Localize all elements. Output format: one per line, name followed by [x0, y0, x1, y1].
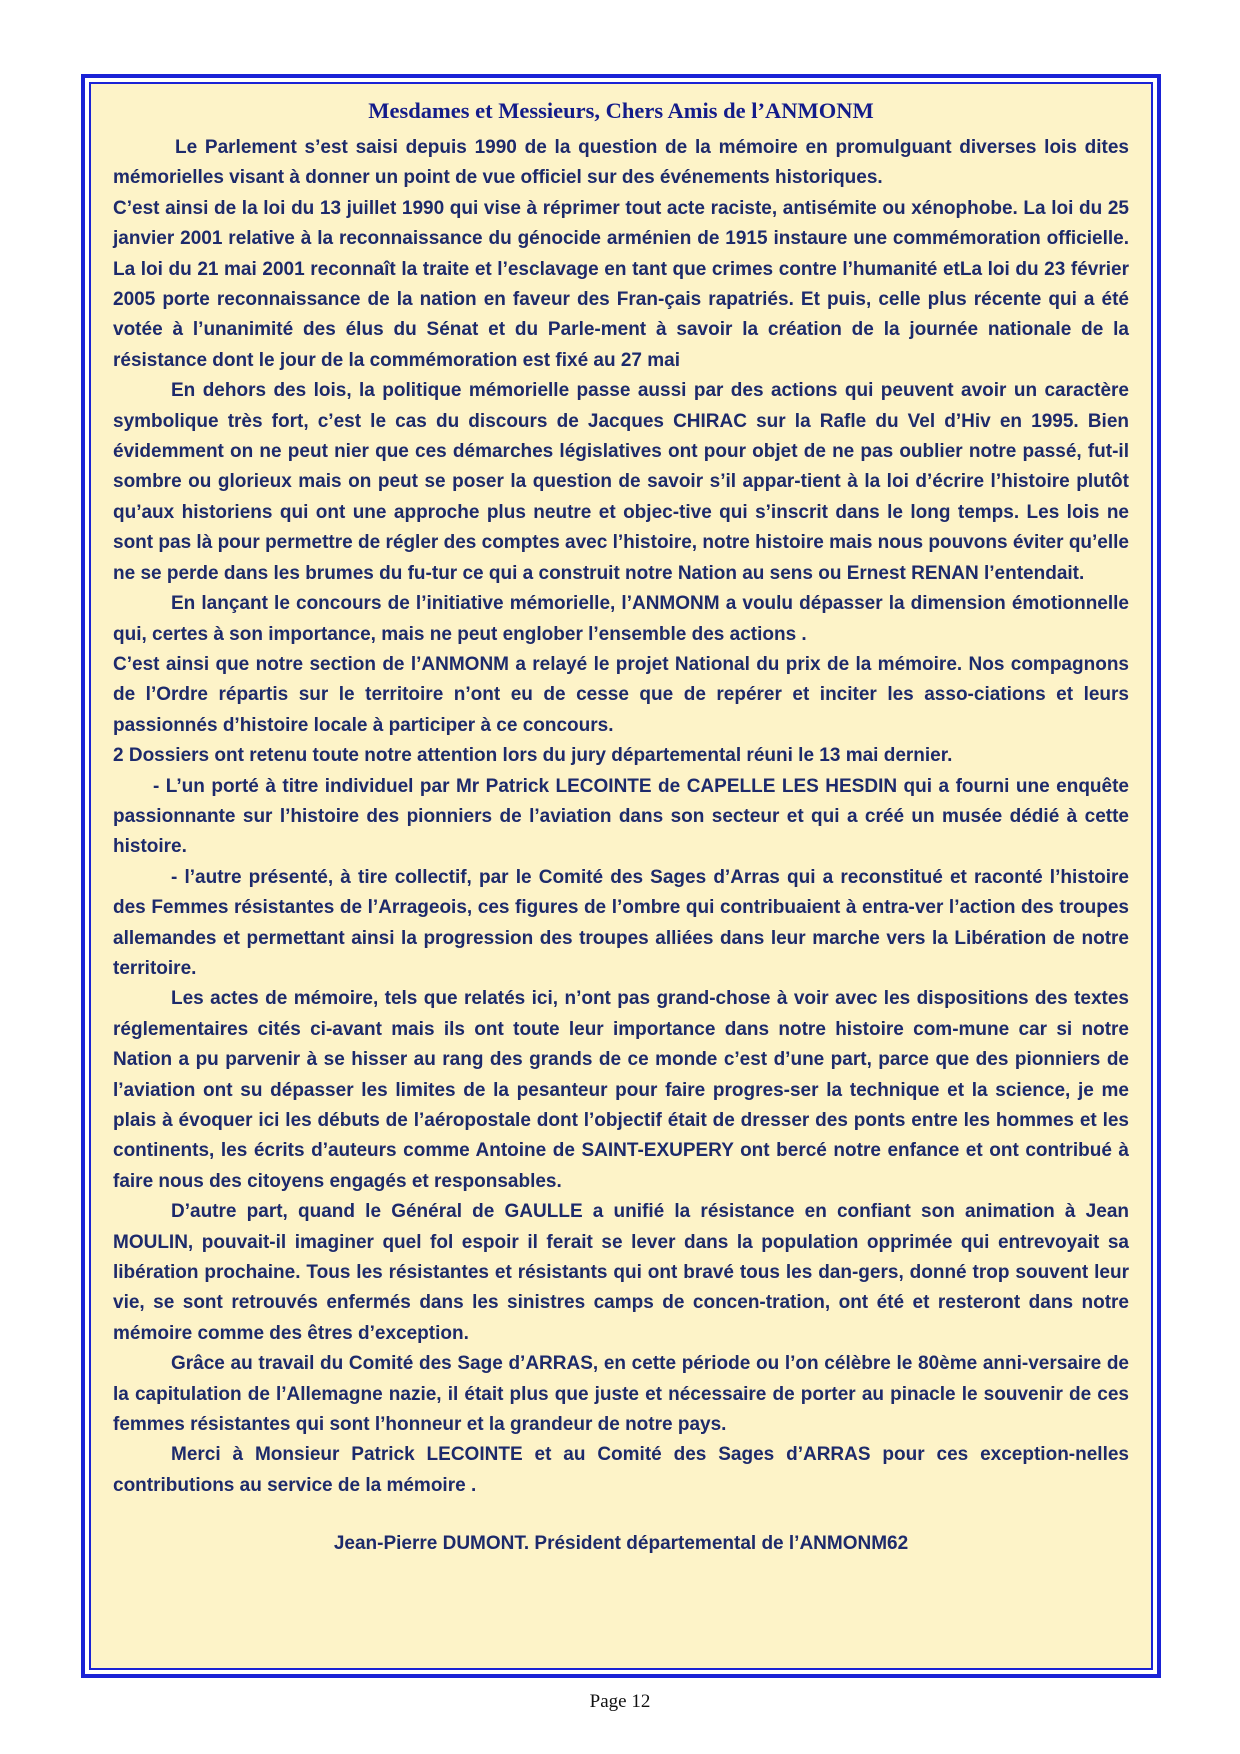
paragraph-concours: En lançant le concours de l’initiative mémorielle, l’ANMONM a voulu dépasser la dimension émotionnelle qui, certes à son importance, mais ne peut englober l’ensemble des actions . — [113, 593, 1129, 645]
paragraph-intro: Le Parlement s’est saisi depuis 1990 de la question de la mémoire en promulguant diverses lois dites mémorielles visant à donner un point de vue officiel sur des événements historiques. — [113, 137, 1129, 189]
paragraph-actes: Les actes de mémoire, tels que relatés ici, n’ont pas grand-chose à voir avec les dispositions des textes réglementaires cités ci-avant mais ils ont toute leur importance dans notre histoire com-mune car si notre Nation a pu parvenir à se hisser au rang des grands de ce monde c’est d’une part, parce que des pionniers de l’aviation ont su dépasser les limites de la pesanteur pour faire progres-ser la technique et la science, je me plais à évoquer ici les débuts de l’aéropostale dont l’objectif était de dresser des ponts entre les hommes et les continents, les écrits d’auteurs comme Antoine de SAINT-EXUPERY ont bercé notre enfance et ont contribué à faire nous des citoyens engagés et responsables. — [113, 988, 1129, 1192]
paragraph-lois: C’est ainsi de la loi du 13 juillet 1990 qui vise à réprimer tout acte raciste, antisémite ou xénophobe. La loi du 25 janvier 2001 relative à la reconnaissance du génocide arménien de 1915 instaure une commémoration officielle. La loi du 21 mai 2001 reconnaît la traite et l’esclavage en tant que crimes contre l’humanité etLa loi du 23 février 2005 porte reconnaissance de la nation en faveur des Fran-çais rapatriés. Et puis, celle plus récente qui a été votée à l’unanimité des élus du Sénat et du Parle-ment à savoir la création de la journée nationale de la résistance dont le jour de la commémoration est fixé au 27 mai — [113, 197, 1129, 371]
paragraph-section: C’est ainsi que notre section de l’ANMONM a relayé le projet National du prix de la mémoire. Nos compagnons de l’Ordre répartis sur le territoire n’ont eu de cesse que de repérer et inciter les asso-ciations et leurs passionnés d’histoire locale à participer à ce concours. — [113, 653, 1129, 736]
article-body — [113, 133, 1129, 1501]
article-frame — [81, 74, 1161, 1678]
paragraph-gaulle: D’autre part, quand le Général de GAULLE a unifié la résistance en confiant son animation à Jean MOULIN, pouvait-il imaginer quel fol espoir il ferait se lever dans la population opprimée qui entrevoyait sa libération prochaine. Tous les résistantes et résistants qui ont bravé tous les dan-gers, donné trop souvent leur vie, se sont retrouvés enfermés dans les sinistres camps de concen-tration, ont été et resteront dans notre mémoire comme des êtres d’exception. — [113, 1201, 1129, 1344]
paragraph-dossiers: 2 Dossiers ont retenu toute notre attention lors du jury départemental réuni le 13 mai dernier. — [113, 745, 953, 767]
article-title: Mesdames et Messieurs, Chers Amis de l’ANMONM — [368, 98, 874, 123]
paragraph-arras: Grâce au travail du Comité des Sage d’ARRAS, en cette période ou l’on célèbre le 80ème anni-versaire de la capitulation de l’Allemagne nazie, il était plus que juste et nécessaire de porter au pinacle le souvenir de ces femmes résistantes qui sont l’honneur et la grandeur de notre pays. — [113, 1353, 1129, 1436]
article-box — [89, 82, 1153, 1670]
paragraph-merci: Merci à Monsieur Patrick LECOINTE et au Comité des Sages d’ARRAS pour ces exception-nelles contributions au service de la mémoire . — [113, 1444, 1129, 1496]
paragraph-politique: En dehors des lois, la politique mémorielle passe aussi par des actions qui peuvent avoir un caractère symbolique très fort, c’est le cas du discours de Jacques CHIRAC sur la Rafle du Vel d’Hiv en 1995. Bien évidemment on ne peut nier que ces démarches législatives ont pour objet de ne pas oublier notre passé, fut-il sombre ou glorieux mais on peut se poser la question de savoir s’il appar-tient à la loi d’écrire l’histoire plutôt qu’aux historiens qui ont une approche plus neutre et objec-tive qui s’inscrit dans le long temps. Les lois ne sont pas là pour permettre de régler des comptes avec l’histoire, notre histoire mais nous pouvons éviter qu’elle ne se perde dans les brumes du fu-tur ce qui a construit notre Nation au sens ou Ernest RENAN l’entendait. — [113, 380, 1129, 584]
signature: Jean-Pierre DUMONT. Président départemental de l’ANMONM62 — [333, 1533, 909, 1555]
page-number: Page 12 — [589, 1691, 651, 1712]
paragraph-dossier-2: - l’autre présenté, à tire collectif, par le Comité des Sages d’Arras qui a reconstitué et raconté l’histoire des Femmes résistantes de l’Arrageois, ces figures de l’ombre qui contribuaient à entra-ver l’action des troupes allemandes et permettant ainsi la progression des troupes alliées dans leur marche vers la Libération de notre territoire. — [113, 866, 1129, 979]
paragraph-dossier-1: - L’un porté à titre individuel par Mr Patrick LECOINTE de CAPELLE LES HESDIN qui a fourni une enquête passionnante sur l’histoire des pionniers de l’aviation dans son secteur et qui a créé un musée dédié à cette histoire. — [113, 775, 1129, 858]
